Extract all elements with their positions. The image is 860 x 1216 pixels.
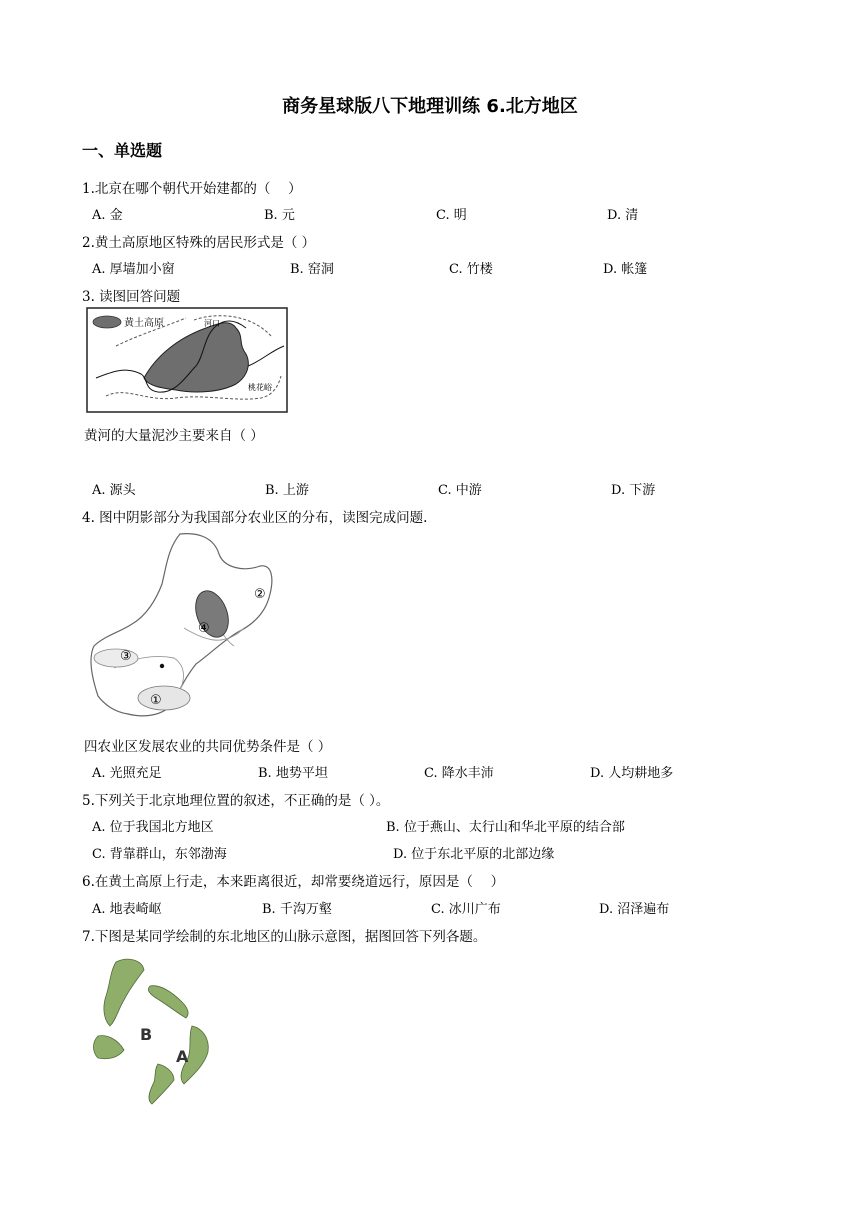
legend-label: 黄土高原 [124, 318, 164, 329]
question-2-option-b: B. 窑洞 [290, 262, 334, 277]
question-3-stem: 3. 读图回答问题 [82, 289, 181, 305]
question-1-option-b: B. 元 [264, 208, 295, 223]
changbai-mountains-south [149, 1064, 174, 1104]
question-1-option-a: A. 金 [92, 208, 123, 223]
question-2-option-d: D. 帐篷 [603, 262, 648, 277]
question-2-stem: 2.黄土高原地区特殊的居民形式是（ ） [82, 235, 316, 251]
agricultural-regions-map [84, 528, 280, 724]
label-region-3: ③ [120, 649, 132, 664]
question-1-option-d: D. 清 [607, 208, 639, 223]
legend-swatch [93, 316, 121, 328]
question-2-option-c: C. 竹楼 [449, 262, 493, 277]
label-a: A [176, 1047, 189, 1066]
greater-khingan-mountains [104, 959, 144, 1026]
question-1-stem: 1.北京在哪个朝代开始建都的（ ） [82, 181, 302, 197]
question-6-option-d: D. 沼泽遍布 [599, 902, 670, 917]
question-6-stem: 6.在黄土高原上行走，本来距离很近，却常要绕道远行，原因是（ ） [82, 874, 505, 890]
question-4-stem: 4. 图中阴影部分为我国部分农业区的分布，读图完成问题. [82, 510, 428, 526]
question-3-option-a: A. 源头 [92, 483, 136, 498]
label-b: B [140, 1025, 153, 1044]
question-4-sub: 四农业区发展农业的共同优势条件是（ ） [84, 739, 332, 755]
question-5-option-a: A. 位于我国北方地区 [92, 820, 214, 835]
question-3-option-c: C. 中游 [438, 483, 482, 498]
question-5-option-c: C. 背靠群山，东邻渤海 [92, 847, 227, 862]
question-4-option-c: C. 降水丰沛 [424, 766, 494, 781]
question-3-sub: 黄河的大量泥沙主要来自（ ） [84, 428, 264, 444]
question-4-option-b: B. 地势平坦 [258, 766, 328, 781]
question-1-option-c: C. 明 [436, 208, 467, 223]
label-region-1: ① [150, 693, 162, 708]
china-north-outline [91, 534, 272, 716]
question-6-option-c: C. 冰川广布 [431, 902, 501, 917]
question-6-option-b: B. 千沟万壑 [262, 902, 332, 917]
section-heading: 一、单选题 [82, 141, 163, 160]
label-taohuayu: 桃花峪 [248, 383, 272, 392]
western-mountain-fragment [94, 1036, 125, 1059]
beijing-dot [160, 664, 164, 668]
page-title: 商务星球版八下地理训练 6.北方地区 [282, 96, 578, 117]
loess-plateau-map [86, 306, 290, 416]
question-6-option-a: A. 地表崎岖 [92, 902, 162, 917]
question-5-stem: 5.下列关于北京地理位置的叙述，不正确的是（ ）。 [82, 793, 390, 809]
question-4-option-d: D. 人均耕地多 [590, 766, 674, 781]
question-3-option-d: D. 下游 [611, 483, 656, 498]
question-7-stem: 7.下图是某同学绘制的东北地区的山脉示意图，据图回答下列各题。 [82, 929, 487, 945]
question-5-option-d: D. 位于东北平原的北部边缘 [393, 847, 555, 862]
question-3-option-b: B. 上游 [265, 483, 309, 498]
northeast-mountains-map [88, 954, 218, 1114]
question-4-option-a: A. 光照充足 [92, 766, 162, 781]
label-region-4: ④ [198, 621, 210, 636]
lesser-khingan-mountains [148, 986, 188, 1018]
region-1-shading [138, 686, 190, 710]
label-hekou: 河口 [204, 319, 220, 328]
question-2-option-a: A. 厚墙加小窗 [92, 262, 175, 277]
label-region-2: ② [254, 587, 266, 602]
question-5-option-b: B. 位于燕山、太行山和华北平原的结合部 [386, 820, 625, 835]
